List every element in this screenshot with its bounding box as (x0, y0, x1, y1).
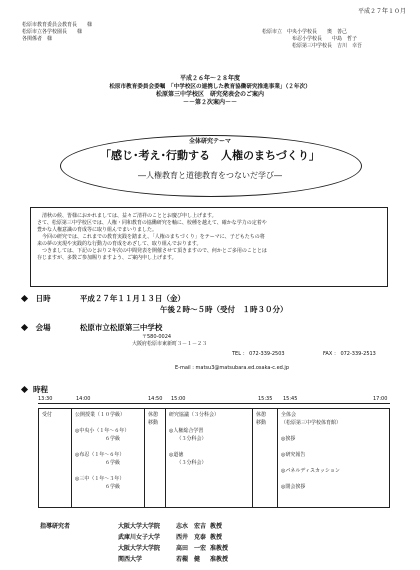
table-row (39, 409, 390, 508)
diamond-bullet-icon (21, 295, 28, 302)
time-tick: 15:45 (283, 396, 298, 402)
list-item: 武庫川女子大学 西井 克泰 教授 (118, 534, 223, 541)
schedule-cell-break: 休憩 移動 (145, 409, 166, 508)
venue-fax: FAX ： 072-339-2513 (323, 351, 376, 357)
heading-line: －－第２次案内－－ (182, 99, 237, 106)
diamond-bullet-icon (21, 324, 28, 331)
advisors-list (118, 521, 228, 565)
schedule-table (38, 408, 390, 508)
venue-name: 松原市立松原第三中学校 (79, 323, 163, 332)
sender-line: 布忍小学校長 中島 哲子 (292, 36, 358, 42)
document-date: 平成２７年１０月 (357, 8, 406, 15)
addressee-line: 松原市立各学校園長 様 (22, 29, 83, 35)
list-item: 大阪大学大学院 高田 一宏 准教授 (118, 545, 229, 552)
schedule-cell-plenary: 全体会 （松原第三中学校体育館） ◎挨拶 ◎研究報告 ◎パネルディスカッション ◎閉会挨拶 (278, 409, 390, 508)
venue-label: 会場 (35, 323, 51, 332)
letter-line: 今回の研究では、これまでの教育実践を踏まえ、「人権のまちづくり」をテーマに、子どもたちの将 (37, 234, 265, 240)
theme-oval (60, 135, 362, 197)
addressee-line: 松原市教育委員会教育長 様 (22, 22, 93, 28)
addressee-block (22, 22, 92, 43)
schedule-cell-open-class: 公開授業（１０学級） ◎中央小（１年～６年） ６学級 ◎布忍（１年～６年） ６学級 ◎三中（１年～３年） ６学級 (72, 409, 145, 508)
venue-email: E-mail : matsu3@matsubara.ed.osaka-c.ed.jp (175, 365, 289, 371)
document-heading (0, 75, 420, 107)
list-item: 大阪大学大学院 志水 宏吉 教授 (118, 523, 223, 530)
venue-section (22, 322, 162, 333)
schedule-cell-break: 休憩 移動 (253, 409, 278, 508)
venue-postal: 〒580-0024 (142, 334, 172, 340)
schedule-cell-reception: 受付 (39, 409, 72, 508)
venue-tel: TEL ： 072-339-2503 (232, 351, 285, 357)
sender-line: 松原第三中学校長 吉川 幸吾 (292, 43, 363, 49)
letter-line: 清秋の候、皆様におかれましては、益々ご清祥のこととお慶び申し上げます。 (37, 213, 217, 219)
letter-line: 存じますが、多数ご参加賜りますよう、ご案内申し上げます。 (37, 255, 177, 261)
time-tick: 17:00 (373, 396, 388, 402)
time-tick: 14:00 (76, 396, 91, 402)
time-tick: 14:50 (148, 396, 163, 402)
letter-line: つきましては、下記のとおり２年次の中間発表を開催させて頂きますので、何かとご多用のこととは (37, 248, 267, 254)
letter-line: さて、松原第三中学校区では、人権・同和教育の協働研究を軸に、校種を越えて、確かな学力の定着や (37, 220, 267, 226)
schedule-label: 時程 (33, 385, 48, 394)
heading-line: 松原第三中学校区 研究発表会のご案内 (155, 91, 264, 98)
venue-address: 大阪府松原市東新町３－１－２３ (132, 341, 208, 347)
list-item: 関西大学 若槻 健 准教授 (118, 556, 229, 563)
time-tick: 15:35 (258, 396, 273, 402)
heading-line: 松原市教育委員会委嘱 「中学校区の連携した教育協働研究推進事業」（２年次） (109, 84, 311, 90)
letter-line: 来の夢の実現や実践的な行動力の育成をめざして、取り組んでおります。 (37, 241, 202, 247)
heading-line: 平成２６年～２８年度 (179, 75, 240, 82)
letter-box (30, 207, 388, 287)
sender-block (262, 29, 362, 50)
datetime-label: 日時 (35, 294, 51, 303)
time-tick: 13:30 (38, 396, 53, 402)
datetime-section (22, 293, 288, 315)
advisors-label: 指導研究者 (40, 523, 71, 530)
schedule-heading (22, 384, 48, 395)
theme-label: 全体研究テーマ (188, 138, 231, 145)
theme-subtitle: ―人権教育と道徳教育をつないだ学び― (138, 171, 282, 180)
addressee-line: 各関係者 様 (22, 36, 53, 42)
sender-line: 松原市立 中央小学校長 奥 善己 (262, 29, 348, 35)
letter-line: 豊かな人権意識の育成等に取り組んでまいりました。 (37, 227, 158, 233)
datetime-line1: 平成２７年１１月１３日（金） (79, 294, 185, 303)
time-tick: 15:00 (171, 396, 186, 402)
theme-main: 「感じ･考え･行動する 人権のまちづくり」 (100, 149, 320, 162)
schedule-cell-discussion: 研究協議（３分科会） ◎人権総合学習 （３分科会） ◎道徳 （３分科会） (166, 409, 253, 508)
datetime-line2: 午後２時～５時（受付 １時３０分） (160, 305, 288, 314)
diamond-bullet-icon (21, 386, 28, 393)
